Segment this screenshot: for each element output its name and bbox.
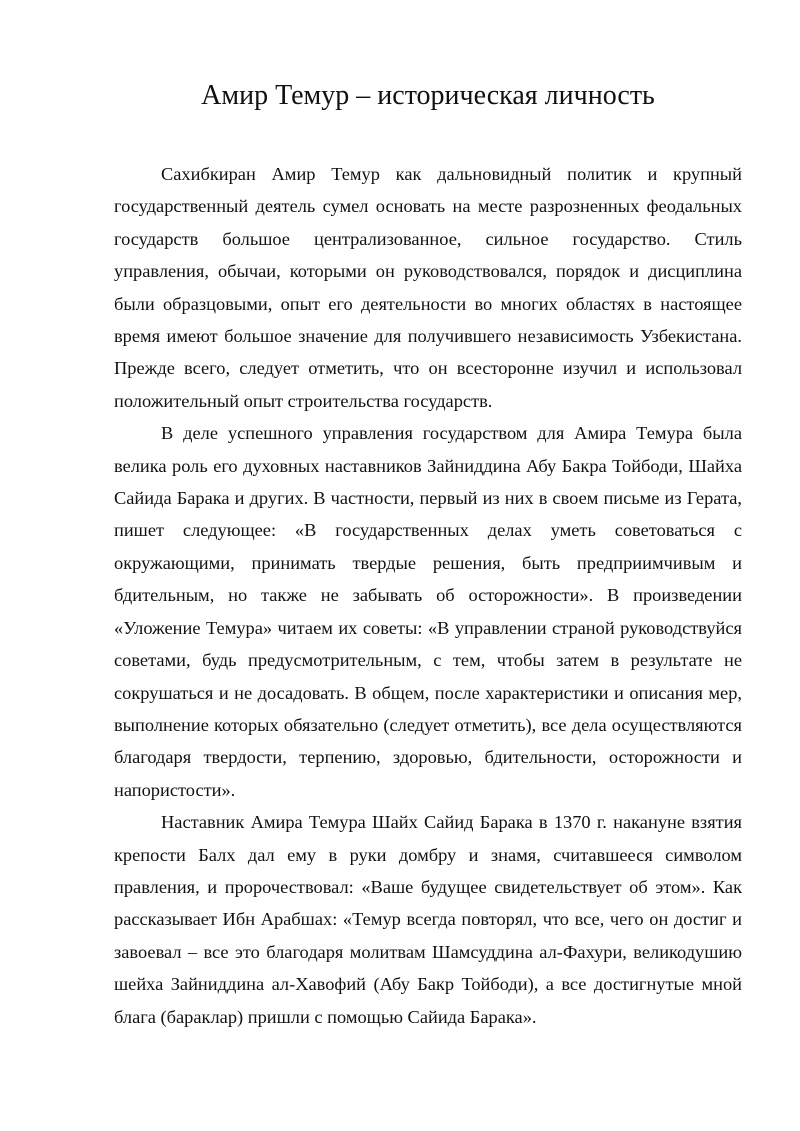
paragraph: Наставник Амира Темура Шайх Сайид Барака в 1370 г. накануне взятия крепости Балх дал ему в руки домбру и знамя, считавшееся символом правления, и пророчествовал: «Ваше будущее свидетельствует об этом». Как рассказывает Ибн Арабшах: «Темур всегда повторял, что все, чего он достиг и завоевал – все это благодаря молитвам Шамсуддина ал-Фахури, великодушию шейха Зайниддина ал-Хавофий (Абу Бакр Тойбоди), а все достигнутые мной блага (бараклар) пришли с помощью Сайида Барака». — [114, 812, 742, 1027]
paragraph: В деле успешного управления государством для Амира Темура была велика роль его духовных наставников Зайниддина Абу Бакра Тойбоди, Шайха Сайида Барака и других. В частности, первый из них в своем письме из Герата, пишет следующее: «В государственных делах уметь советоваться с окружающими, принимать твердые решения, быть предприимчивым и бдительным, но также не забывать об осторожности». В произведении «Уложение Темура» читаем их советы: «В управлении страной руководствуйся советами, будь предусмотрительным, с тем, чтобы затем в результате не сокрушаться и не досадовать. В общем, после характеристики и описания мер, выполнение которых обязательно (следует отметить), все дела осуществляются благодаря твердости, терпению, здоровью, бдительности, осторожности и напористости». — [114, 423, 742, 800]
document-page — [114, 0, 742, 1131]
document-title: Амир Темур – историческая личность — [201, 80, 655, 111]
paragraph: Сахибкиран Амир Темур как дальновидный политик и крупный государственный деятель сумел основать на месте разрозненных феодальных государств большое централизованное, сильное государство. Стиль управления, обычаи, которыми он руководствовался, порядок и дисциплина были образцовыми, опыт его деятельности во многих областях в настоящее время имеют большое значение для получившего независимость Узбекистана. Прежде всего, следует отметить, что он всесторонне изучил и использовал положительный опыт строительства государств. — [114, 164, 742, 411]
document-body — [114, 158, 742, 1033]
